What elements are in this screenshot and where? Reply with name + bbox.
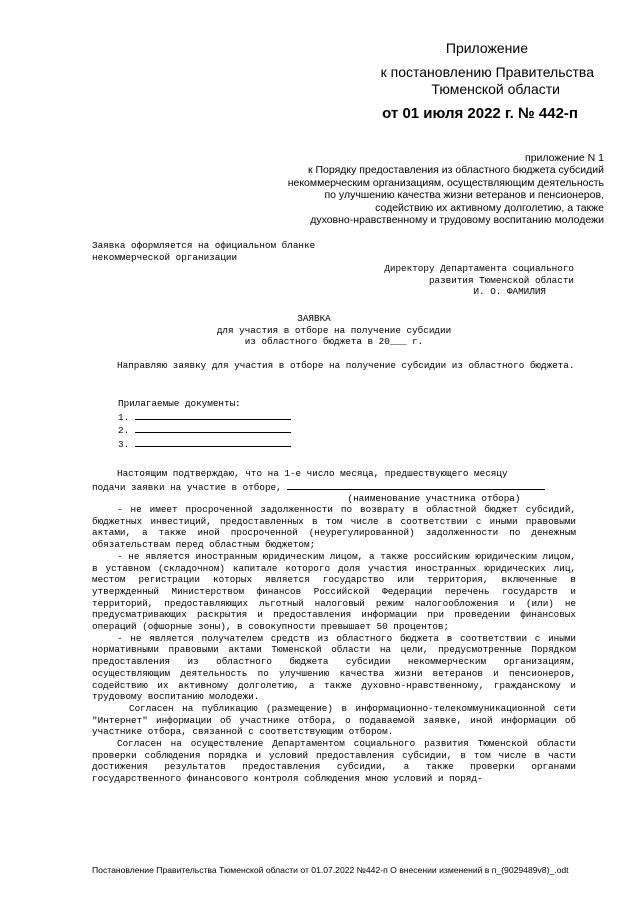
doc-item: 1. xyxy=(118,410,318,424)
docs-label: Прилагаемые документы: xyxy=(118,398,241,409)
intro-paragraph: Направляю заявку для участия в отборе на получение субсидии из областного бюджета. xyxy=(117,360,575,371)
doc-item: 3. xyxy=(118,437,318,451)
appendix-line: по улучшению качества жизни ветеранов и пенсионеров, xyxy=(324,189,604,202)
body-text xyxy=(92,504,576,785)
paragraph: - не является получателем средств из областного бюджета в соответствии с иными нормативными правовыми актами Тюменской области на цели, предусмотренные Порядком предоставления из областного бюджета субсидии некоммерческим организациям, осуществляющим деятельность по улучшению качества жизни ветеранов и пенсионеров, содействию их активному долголетию, а также духовно-нравственному, гражданскому и трудовому воспитанию молодежи. xyxy=(92,632,576,703)
title-line3: из областного бюджета в 20___ г. xyxy=(244,336,424,348)
header-block xyxy=(300,40,594,122)
header-line2: к постановлению Правительства xyxy=(380,64,594,80)
confirm-line1: Настоящим подтверждаю, что на 1-е число месяца, предшествующего месяцу xyxy=(117,468,508,479)
paragraph: - не является иностранным юридическим лицом, а также российским юридическим лицом, в уставном (складочном) капитале которого доля участия иностранных юридических лиц, местом регистрации которых является государство или территория, включенные в утвержденный Министерством финансов Российской Федерации перечень государств и территорий, предоставляющих льготный налоговый режим налогообложения и (или) не предусматривающих раскрытия и предоставления информации при проведении финансовых операций (офшорные зоны), в совокупности превышает 50 процентов; xyxy=(92,550,576,633)
blank-note xyxy=(92,240,315,263)
appendix-line: к Порядку предоставления из областного бюджета субсидий xyxy=(308,164,604,177)
addressee-line: развития Тюменской области xyxy=(428,274,574,286)
appendix-line: некоммерческим организациям, осуществляющим деятельность xyxy=(287,176,604,189)
appendix-line: содействию их активному долголетию, а также xyxy=(375,201,604,214)
appendix-line: духовно-нравственному и трудовому воспитанию молодежи xyxy=(310,214,604,227)
confirmation xyxy=(92,468,576,505)
application-title xyxy=(92,313,576,348)
appendix-title: приложение N 1 xyxy=(525,152,604,164)
note-line: некоммерческой организации xyxy=(92,251,238,263)
title-line2: для участия в отборе на получение субсидии xyxy=(216,324,452,336)
header-line3: Тюменской области xyxy=(431,81,560,97)
participant-caption: (наименование участника отбора) xyxy=(347,493,521,505)
paragraph: - не имеет просроченной задолженности по возврату в областной бюджет субсидий, бюджетных инвестиций, предоставленных в том числе в соответствии с иными правовыми актами, а также иной просроченной (неурегулированной) задолженности по денежным обязательствам перед областным бюджетом; xyxy=(92,504,576,551)
title-main: ЗАЯВКА xyxy=(297,313,331,324)
doc-blank-line xyxy=(135,410,291,420)
header-line1: Приложение xyxy=(445,40,528,56)
paragraph: Согласен на осуществление Департаментом социального развития Тюменской области проверки соблюдения порядка и условий предоставления субсидии, в том числе в части достижения результатов предоставления субсидии, а также проверки органами государственного финансового контроля соблюдения мною условий и поряд- xyxy=(92,738,576,785)
doc-blank-line xyxy=(135,437,291,447)
addressee-block xyxy=(274,263,574,298)
header-line4: от 01 июля 2022 г. № 442-п xyxy=(382,105,578,122)
participant-name-line xyxy=(287,480,545,490)
attached-docs xyxy=(118,398,318,451)
confirm-line2: подачи заявки на участие в отборе, xyxy=(92,480,576,494)
doc-blank-line xyxy=(135,423,291,433)
paragraph: Согласен на публикацию (размещение) в информационно-телекоммуникационной сети "Интернет" информации об участнике отбора, о подаваемой заявке, иной информации об участнике отбора, связанной с соответствующим отбором. xyxy=(92,702,576,738)
doc-item: 2. xyxy=(118,423,318,437)
addressee-line: Директору Департамента социального xyxy=(384,263,574,274)
addressee-line: И. О. ФАМИЛИЯ xyxy=(473,286,546,298)
page-footer: Постановление Правительства Тюменской области от 01.07.2022 №442-п О внесении изменений в п_(9029489v8)_.odt xyxy=(92,865,569,875)
appendix-block xyxy=(184,152,604,226)
note-line: Заявка оформляется на официальном бланке xyxy=(92,240,316,251)
